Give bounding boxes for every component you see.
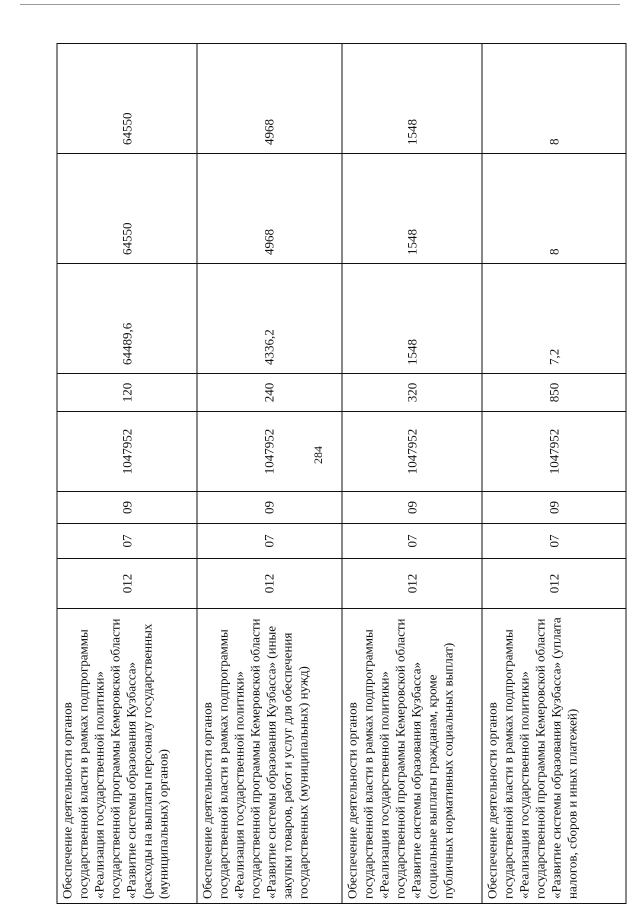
top-rule [20,4,620,5]
amount-year-3: 64550 [57,44,197,154]
ministry-code: 012 [482,559,626,609]
ministry-code: 012 [197,559,342,609]
expense-type-code: 120 [57,374,197,412]
amount-year-1: 4336,2 [197,264,342,374]
target-article-code: 1047952 [197,412,342,492]
amount-year-2: 1548 [342,154,482,264]
amount-year-3: 8 [482,44,626,154]
table-row [197,44,342,904]
expense-type-code: 240 [197,374,342,412]
section-code: 07 [57,524,197,559]
amount-year-1: 64489,6 [57,264,197,374]
expense-type-code: 320 [342,374,482,412]
table-row [342,44,482,904]
section-code: 07 [197,524,342,559]
subsection-code: 09 [342,492,482,524]
subsection-code: 09 [197,492,342,524]
amount-year-1: 1548 [342,264,482,374]
amount-year-3: 4968 [197,44,342,154]
subsection-code: 09 [482,492,626,524]
amount-year-3: 1548 [342,44,482,154]
amount-year-2: 8 [482,154,626,264]
target-article-code: 1047952 [482,412,626,492]
row-description: Обеспечение деятельности органов государственной власти в рамках подпрограммы «Реализация государственной политики» государственной программы Кемеровской области «Развитие системы образования Кузбасса» (расходы на выплаты персоналу государственных (муниципальных) органов) [57,609,197,904]
table-row [482,44,626,904]
row-description: Обеспечение деятельности органов государственной власти в рамках подпрограммы «Реализация государственной политики» государственной программы Кемеровской области «Развитие системы образования Кузбасса» (иные закупки товаров, работ и услуг для обеспечения государственных (муниципальных) нужд) [197,609,342,904]
row-description: Обеспечение деятельности органов государственной власти в рамках подпрограммы «Реализация государственной политики» государственной программы Кемеровской области «Развитие системы образования Кузбасса» (уплата налогов, сборов и иных платежей) [482,609,626,904]
expense-type-code: 850 [482,374,626,412]
subsection-code: 09 [57,492,197,524]
page-number: 284 [311,446,325,464]
table-row [57,44,197,904]
budget-table-rotated [57,44,626,904]
target-article-code: 1047952 [57,412,197,492]
ministry-code: 012 [57,559,197,609]
budget-table [57,43,627,904]
target-article-code: 1047952 [342,412,482,492]
section-code: 07 [342,524,482,559]
amount-year-2: 64550 [57,154,197,264]
row-description: Обеспечение деятельности органов государственной власти в рамках подпрограммы «Реализация государственной политики» государственной программы Кемеровской области «Развитие системы образования Кузбасса» (социальные выплаты гражданам, кроме публичных нормативных социальных выплат) [342,609,482,904]
amount-year-2: 4968 [197,154,342,264]
section-code: 07 [482,524,626,559]
amount-year-1: 7,2 [482,264,626,374]
ministry-code: 012 [342,559,482,609]
